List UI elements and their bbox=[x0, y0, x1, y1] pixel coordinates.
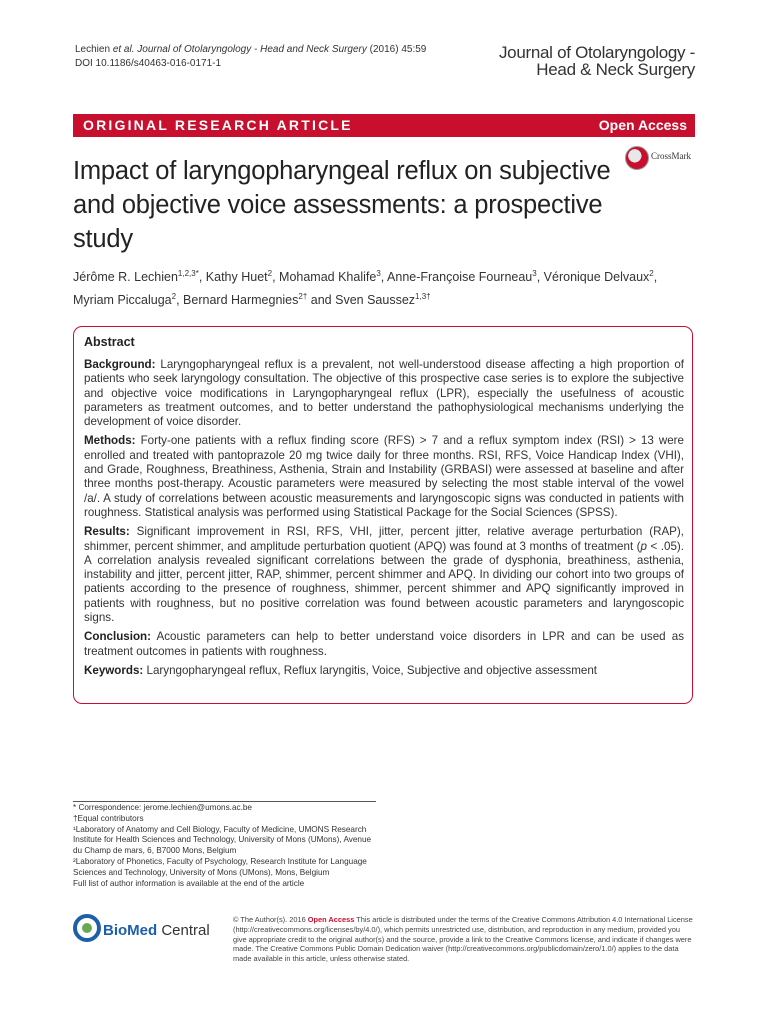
abstract-conclusion: Conclusion: Acoustic parameters can help to better understand voice disorders in LPR and can be used as treatment outcomes in patients with roughness. bbox=[84, 630, 684, 658]
affiliation-1: ¹Laboratory of Anatomy and Cell Biology, Faculty of Medicine, UMONS Research Institute for Health Sciences and Technology, University of Mons (UMons), Avenue du Champ de mars, 6, B7000 Mons, Belgium bbox=[73, 824, 372, 856]
license-statement: © The Author(s). 2016 Open Access This article is distributed under the terms of the Creative Commons Attribution 4.0 International License (http://creativecommons.org/licenses/by/4.0/), which permits unrestricted use, distribution, and reproduction in any medium, provided you give appropriate credit to the original author(s) and the source, provide a link to the Creative Commons license, and indicate if changes were made. The Creative Commons Public Domain Dedication waiver (http://creativecommons.org/publicdomain/zero/1.0/) applies to the data made available in this article, unless otherwise stated. bbox=[233, 915, 693, 964]
author: Jérôme R. Lechien$^{1,2,3*}$ bbox=[73, 269, 199, 285]
author: Sven Saussez$^{1,3\dagger}$ bbox=[335, 292, 431, 308]
abstract-results: Results: Significant improvement in RSI, RFS, VHI, jitter, percent jitter, relative average perturbation (RAP), shimmer, percent shimmer, and amplitude perturbation quotient (APQ) was found at 3 months of treatment (p < .05). A correlation analysis revealed significant correlations between the grade of dysphonia, breathiness, asthenia, instability and jitter, percent jitter, RAP, shimmer, percent shimmer and APQ. In dividing our cohort into two groups of patients according to the presence of roughness, shimmer, percent shimmer and APQ significantly improved in patients with roughness, but no positive correlation was found between acoustic parameters and laryngoscopic signs. bbox=[84, 525, 684, 625]
abstract-body bbox=[84, 358, 684, 683]
author: Bernard Harmegnies$^{2\dagger}$ bbox=[183, 292, 308, 308]
author: Kathy Huet$^2$ bbox=[205, 269, 273, 285]
abstract-heading: Abstract bbox=[84, 335, 135, 349]
author-list: Jérôme R. Lechien$^{1,2,3*}$, Kathy Huet$^2$, Mohamad Khalife$^3$, Anne-Françoise Fourneau$^3$, Véronique Delvaux$^2$, Myriam Piccaluga$^2$, Bernard Harmegnies$^{2\dagger}$ and Sven Saussez$^{1,3\dagger}$ bbox=[73, 269, 658, 308]
equal-contributors-note: †Equal contributors bbox=[73, 813, 144, 823]
crossmark-icon bbox=[625, 146, 649, 170]
journal-name-line1: Journal of Otolaryngology - bbox=[498, 43, 695, 62]
article-type-label: ORIGINAL RESEARCH ARTICLE bbox=[83, 117, 353, 133]
full-author-info-note: Full list of author information is available at the end of the article bbox=[73, 878, 305, 888]
author: Myriam Piccaluga$^2$ bbox=[73, 292, 177, 308]
article-title: Impact of laryngopharyngeal reflux on subjective and objective voice assessments: a prospective study bbox=[73, 157, 611, 253]
affiliation-2: ²Laboratory of Phonetics, Faculty of Psychology, Research Institute for Language Sciences and Technology, University of Mons (UMons), Mons, Belgium bbox=[73, 856, 367, 877]
citation-author: Lechien bbox=[75, 44, 111, 55]
citation-line bbox=[75, 43, 426, 57]
abstract-background: Background: Laryngopharyngeal reflux is a prevalent, not well-understood disease affecting a high proportion of patients who seek laryngology consultation. The objective of this prospective case series is to explore the subjective and objective voice modifications in Laryngopharyngeal reflux (LPR), especially the usefulness of acoustic parameters as treatment outcomes, and to better understand the pathophysiological mechanisms underlying the development of voice disorder. bbox=[84, 358, 684, 429]
doi[interactable]: DOI 10.1186/s40463-016-0171-1 bbox=[75, 58, 222, 69]
open-access-label: Open Access bbox=[598, 117, 687, 133]
journal-name bbox=[499, 44, 695, 78]
publisher-name: BioMed Central bbox=[103, 922, 210, 939]
author: Anne-Françoise Fourneau$^3$ bbox=[387, 269, 537, 285]
author: Mohamad Khalife$^3$ bbox=[279, 269, 381, 285]
footnotes bbox=[73, 803, 378, 889]
footnote-divider bbox=[73, 801, 376, 802]
citation-block bbox=[75, 43, 426, 71]
abstract-methods: Methods: Forty-one patients with a reflux finding score (RFS) > 7 and a reflux symptom index (RSI) > 13 were enrolled and treated with pantoprazole 20 mg twice daily for three months. RSI, RFS, Voice Handicap Index (VHI), and Grade, Roughness, Breathiness, Asthenia, Strain and Instability (GRBASI) were assessed at baseline and after three months post-therapy. Acoustic parameters were measured by selecting the most stable interval of the vowel /a/. A study of correlations between acoustic measurements and laryngoscopic signs was conducted in patients with roughness. Statistical analysis was performed using Statistical Package for the Social Sciences (SPSS). bbox=[84, 434, 684, 519]
citation-year-volume: (2016) 45:59 bbox=[369, 44, 427, 55]
abstract-keywords: Keywords: Laryngopharyngeal reflux, Reflux laryngitis, Voice, Subjective and objective assessment bbox=[84, 663, 597, 677]
correspondence-note[interactable]: * Correspondence: jerome.lechien@umons.ac.be bbox=[73, 803, 252, 812]
article-type-banner bbox=[73, 114, 695, 137]
abstract-box bbox=[73, 326, 693, 704]
author: Véronique Delvaux$^2$ bbox=[543, 269, 654, 285]
crossmark-label: CrossMark bbox=[651, 151, 691, 161]
journal-name-line2: Head & Neck Surgery bbox=[536, 60, 695, 79]
publisher-logo[interactable] bbox=[73, 910, 223, 950]
citation-etal: et al. bbox=[112, 44, 135, 55]
citation-journal: Journal of Otolaryngology - Head and Neck Surgery bbox=[137, 44, 367, 55]
author-and: and bbox=[310, 293, 332, 308]
